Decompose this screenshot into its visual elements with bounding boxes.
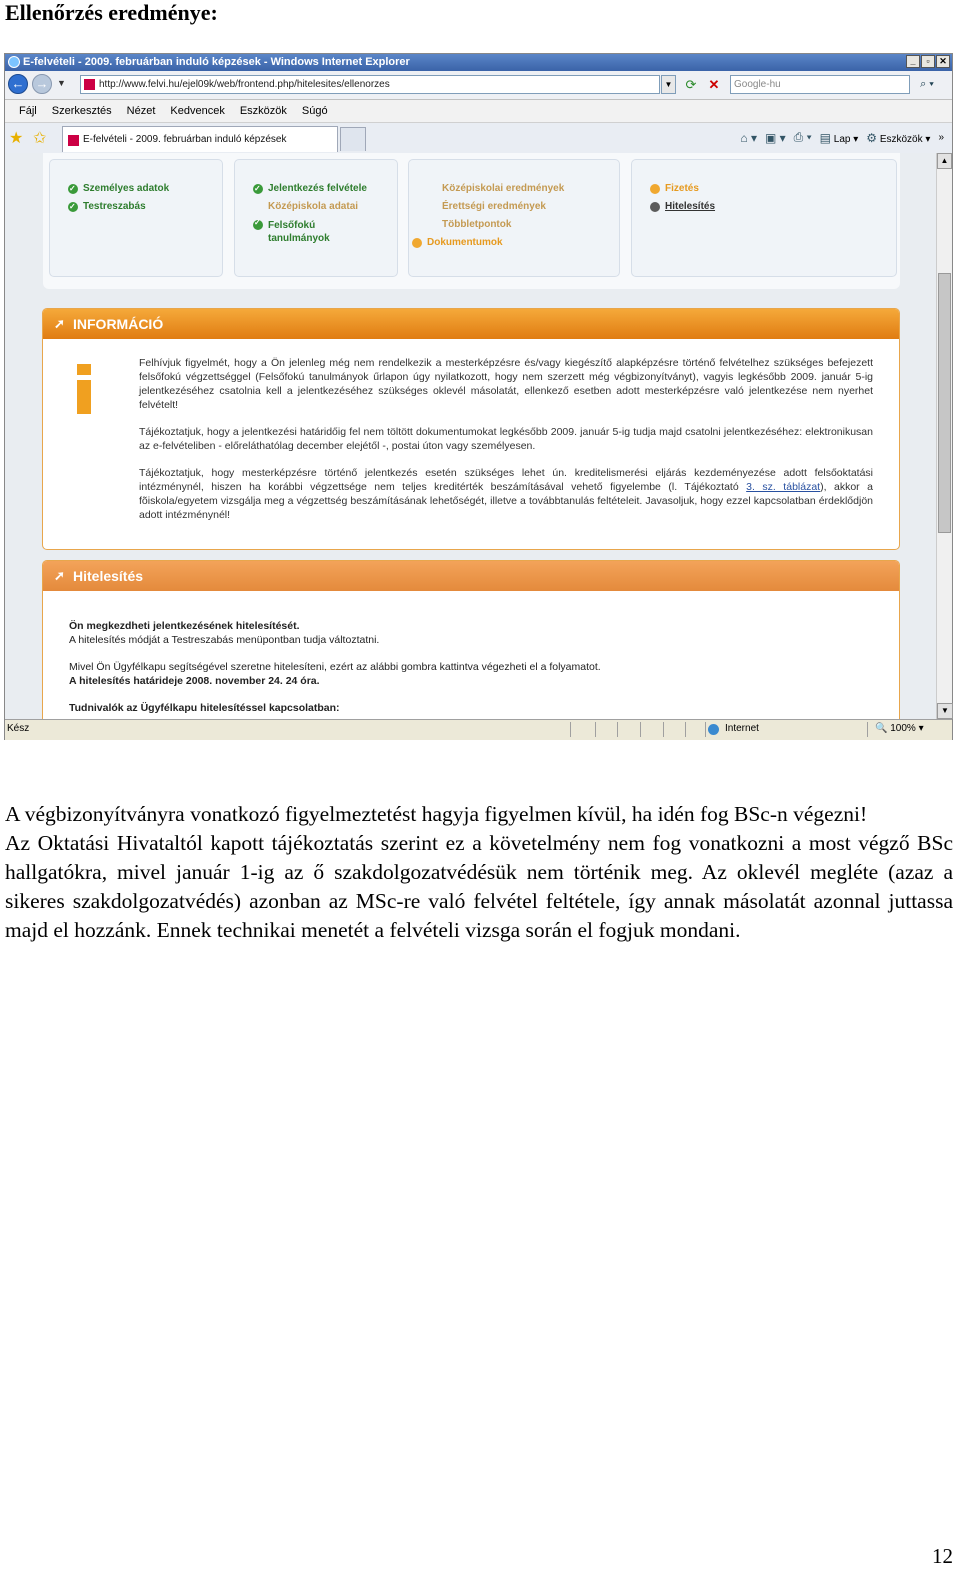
check-icon: [253, 184, 263, 194]
maximize-button[interactable]: ▫: [921, 55, 935, 68]
current-step-icon: [650, 202, 660, 212]
auth-panel-header: [43, 561, 899, 591]
table-link[interactable]: 3. sz. táblázat: [746, 481, 821, 493]
search-input[interactable]: Google-hu: [730, 75, 910, 94]
window-title: E-felvételi - 2009. februárban induló képzések - Windows Internet Explorer: [23, 56, 410, 68]
menu-bar: [5, 100, 952, 123]
step-group-4: [631, 159, 897, 277]
warning-icon: [650, 184, 660, 194]
ie-logo-icon: [8, 56, 20, 68]
info-panel: [42, 308, 900, 550]
back-button[interactable]: ←: [8, 74, 28, 94]
auth-line-2: A hitelesítés módját a Testreszabás menüpontban tudja változtatni.: [69, 634, 380, 646]
auth-panel-title: Hitelesítés: [73, 568, 144, 584]
title-bar: [5, 54, 952, 71]
scroll-down-icon[interactable]: ▼: [937, 703, 953, 719]
step-application[interactable]: ✓ Jelentkezés felvétele: [253, 180, 397, 198]
arrow-icon: ➚: [54, 568, 65, 583]
authentication-panel: [42, 560, 900, 719]
auth-line-1: Ön megkezdheti jelentkezésének hitelesítését.: [69, 620, 300, 632]
step-authentication[interactable]: Hitelesítés: [650, 198, 896, 216]
info-paragraph-3: Tájékoztatjuk, hogy mesterképzésre történő jelentkezés esetén szükséges lehet ún. kreditelismerési eljárás kezdeményezése adott felsőoktatási intézménynél, hiszen ha korábbi végzettsége nem teljes kreditérték beszámításával vehető figyelembe (l. Tájékoztató 3. sz. táblázat), akkor a fõiskola/egyetem vizsgálja meg a végzettség beszámításának lehetőségét, illetve a továbbtanulás feltételeit. Javasoljuk, hogy ezzel kapcsolatban érdeklődjön adott intézménynél!: [139, 467, 873, 521]
info-paragraph-1: Felhívjuk figyelmét, hogy a Ön jelenleg még nem rendelkezik a mesterképzésre és/vagy kiegészítő alapképzésre történő felvételhez szükséges befejezett felsőfokú végzettséggel (Felsőfokú tanulmányok űrlapon úgy nyilatkozott, hogy nem szerzett még végbizonyítványt), vagyis legkésőbb 2009. január 5-ig jelentkezéséhez csatolnia kell a jelentkezéséhez szükséges oklevél másolatát, ellenkező esetben adott mesterképzésre való jelentkezése nem nyerhet felvételt!: [139, 357, 873, 411]
step-secondary-results[interactable]: Középiskolai eredmények: [442, 183, 565, 194]
info-panel-header: [43, 309, 899, 339]
page-menu-button[interactable]: ▤ Lap ▾: [819, 130, 859, 145]
url-text: http://www.felvi.hu/ejel09k/web/frontend.php/hitelesites/ellenorzes: [99, 79, 390, 90]
search-icon[interactable]: ⌕ ▾: [920, 78, 934, 90]
zoom-level[interactable]: 🔍 100% ▾: [875, 723, 924, 734]
auth-text: [69, 619, 869, 719]
security-zone: Internet: [725, 723, 759, 734]
step-group-3: [408, 159, 620, 277]
url-dropdown-icon[interactable]: ▼: [661, 75, 676, 94]
print-icon[interactable]: ⎙ ▾: [793, 130, 812, 144]
site-favicon-icon: [84, 79, 95, 90]
step-customize[interactable]: ✓ Testreszabás: [68, 198, 222, 216]
url-field[interactable]: [80, 75, 660, 94]
command-bar: [740, 130, 944, 145]
more-icon[interactable]: »: [938, 132, 944, 143]
menu-tools[interactable]: Eszközök: [239, 105, 287, 117]
step-matura-results[interactable]: Érettségi eredmények: [442, 201, 546, 212]
menu-edit[interactable]: Szerkesztés: [51, 105, 112, 117]
check-icon: [68, 202, 78, 212]
info-text: [139, 356, 873, 535]
step-personal-data[interactable]: ✓ Személyes adatok: [68, 180, 222, 198]
auth-deadline: A hitelesítés határideje 2008. november 24. 24 óra.: [69, 675, 320, 687]
close-button[interactable]: ✕: [936, 55, 950, 68]
tools-menu-button[interactable]: ⚙ Eszközök ▾: [866, 130, 931, 145]
favorites-star-icon[interactable]: ★: [9, 130, 24, 147]
step-group-2: [234, 159, 398, 277]
address-bar: [5, 71, 952, 100]
vertical-scrollbar[interactable]: [936, 153, 952, 719]
warning-icon: [412, 238, 422, 248]
minimize-button[interactable]: _: [906, 55, 920, 68]
body-paragraph-1: A végbizonyítványra vonatkozó figyelmeztetést hagyja figyelmen kívül, ha idén fog BSc-n végezni!: [5, 802, 868, 826]
status-text: Kész: [7, 723, 30, 734]
step-navigation: [43, 153, 900, 289]
step-documents[interactable]: Dokumentumok: [412, 234, 619, 252]
scroll-up-icon[interactable]: ▲: [937, 153, 952, 169]
history-dropdown-icon[interactable]: ▼: [57, 78, 66, 88]
document-heading: Ellenőrzés eredménye:: [5, 0, 218, 25]
new-tab-button[interactable]: [340, 127, 366, 151]
menu-help[interactable]: Súgó: [301, 105, 328, 117]
stop-icon[interactable]: ✕: [708, 77, 720, 92]
info-paragraph-2: Tájékoztatjuk, hogy a jelentkezési határidőig fel nem töltött dokumentumokat legkésőbb 2009. január 5-ig tudja majd csatolni jelentkezéséhez: elektronikusan az e-felvételiben - előreláthatólag december elejétől -, postai úton vagy személyesen.: [139, 426, 873, 452]
page-icon: ▤: [819, 130, 831, 145]
step-higher-education[interactable]: ✓ Felsőfokú tanulmányok: [253, 219, 378, 245]
status-bar: [5, 719, 952, 740]
tab-current[interactable]: [62, 126, 338, 152]
check-icon: [253, 220, 263, 230]
check-icon: [68, 184, 78, 194]
page-number: 12: [932, 1544, 953, 1568]
gear-icon: ⚙: [866, 130, 878, 145]
forward-button[interactable]: →: [32, 74, 52, 94]
step-payment[interactable]: Fizetés: [650, 180, 896, 198]
favorites-bar: [5, 123, 952, 154]
auth-line-3: Mivel Ön Ügyfélkapu segítségével szeretne hitelesíteni, ezért az alábbi gombra kattintva végezheti el a folyamatot.: [69, 661, 601, 673]
feeds-icon[interactable]: ▣ ▾: [764, 130, 786, 145]
arrow-icon: ➚: [54, 316, 65, 331]
add-favorite-icon[interactable]: ✩: [33, 130, 47, 147]
home-icon[interactable]: ⌂ ▾: [740, 130, 757, 145]
info-icon: [77, 364, 93, 414]
step-group-1: [49, 159, 223, 277]
tab-title: E-felvételi - 2009. februárban induló képzések: [83, 134, 287, 145]
tab-favicon-icon: [68, 135, 79, 146]
step-extra-points[interactable]: Többletpontok: [442, 219, 512, 230]
browser-window: [4, 53, 953, 740]
refresh-icon[interactable]: ⟳: [685, 77, 697, 92]
info-panel-title: INFORMÁCIÓ: [73, 316, 164, 332]
step-secondary-school[interactable]: Középiskola adatai: [268, 201, 359, 212]
menu-view[interactable]: Nézet: [126, 105, 156, 117]
page-viewport: [5, 153, 936, 719]
body-text: [5, 800, 953, 945]
menu-file[interactable]: Fájl: [19, 105, 37, 117]
body-paragraph-2: Az Oktatási Hivataltól kapott tájékoztatás szerint ez a követelmény nem fog vonatkozni a most végző BSc hallgatókra, mivel január 1-ig az ő szakdolgozatvédésük nem történik meg. Az oklevél megléte (azaz a sikeres szakdolgozatvédés) azonban az MSc-re való felvétel feltétele, így annak másolatát azonnal juttassa majd el hozzánk. Ennek technikai menetét a felvételi vizsga során el fogjuk mondani.: [5, 831, 953, 942]
auth-line-5: Tudnivalók az Ügyfélkapu hitelesítéssel kapcsolatban:: [69, 702, 340, 714]
scroll-thumb[interactable]: [938, 273, 951, 533]
menu-favorites[interactable]: Kedvencek: [170, 105, 225, 117]
